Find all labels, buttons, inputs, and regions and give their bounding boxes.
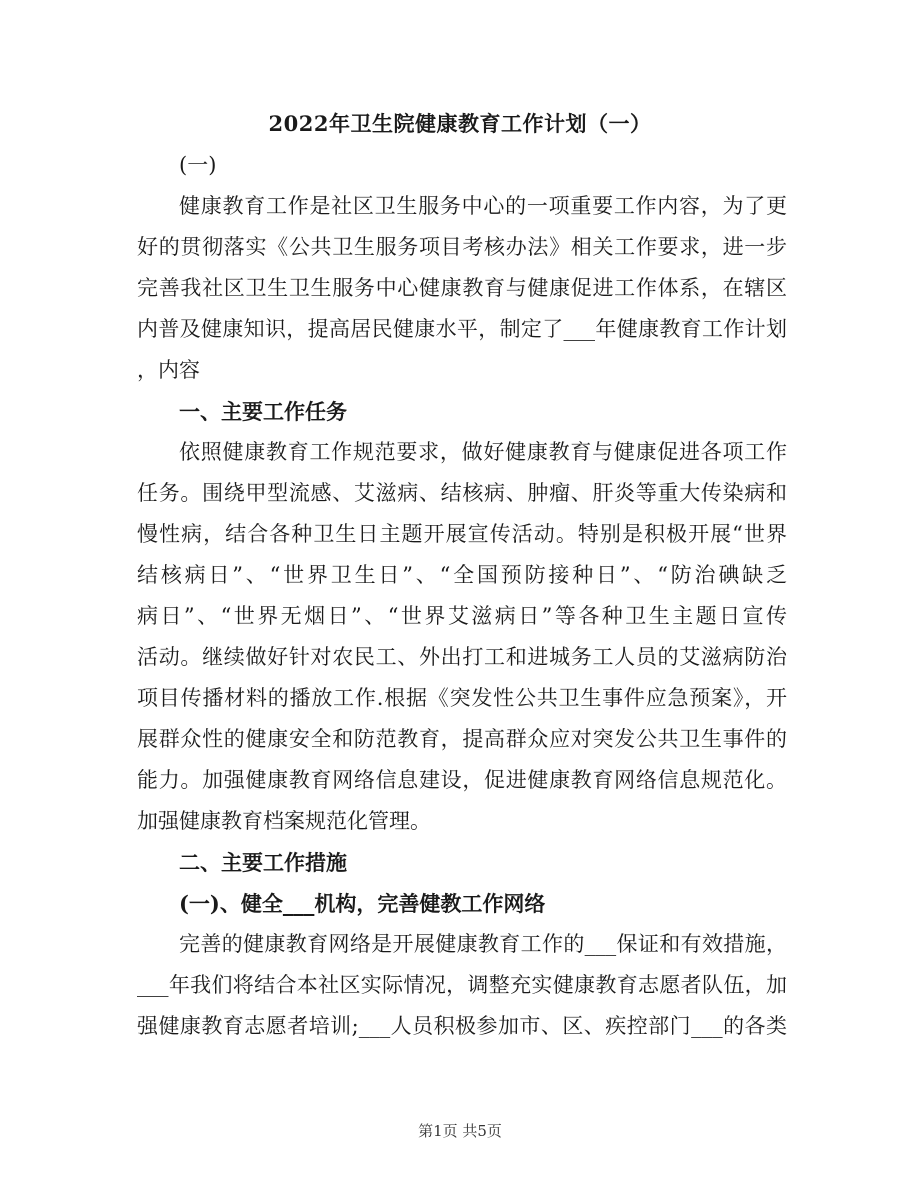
paragraph-line: ___年我们将结合本社区实际情况，调整充实健康教育志愿者队伍，加 — [137, 973, 787, 997]
paragraph-line: 健康教育工作是社区卫生服务中心的一项重要工作内容，为了更 — [179, 194, 787, 218]
paragraph-line: 加强健康教育档案规范化管理。 — [137, 809, 431, 833]
section-marker: (一) — [179, 153, 217, 177]
paragraph-line: 依照健康教育工作规范要求，做好健康教育与健康促进各项工作 — [179, 440, 787, 464]
paragraph-line: 结核病日”、“世界卫生日”、“全国预防接种日”、“防治碘缺乏 — [137, 563, 787, 587]
paragraph-line: 展群众性的健康安全和防范教育，提高群众应对突发公共卫生事件的 — [137, 727, 787, 751]
section-heading: 二、主要工作措施 — [179, 850, 347, 875]
paragraph-line: 慢性病，结合各种卫生日主题开展宣传活动。特别是积极开展“世界 — [137, 522, 787, 546]
paragraph-line: 完善我社区卫生卫生服务中心健康教育与健康促进工作体系，在辖区 — [137, 276, 787, 300]
page-footer: 第1页 共5页 — [418, 1122, 502, 1140]
paragraph-line: 活动。继续做好针对农民工、外出打工和进城务工人员的艾滋病防治 — [137, 645, 787, 669]
paragraph-line: 好的贯彻落实《公共卫生服务项目考核办法》相关工作要求，进一步 — [137, 235, 787, 259]
subsection-heading: (一)、健全___机构，完善健教工作网络 — [179, 891, 546, 916]
paragraph-line: 强健康教育志愿者培训;___人员积极参加市、区、疾控部门___的各类 — [137, 1014, 787, 1038]
paragraph-line: 能力。加强健康教育网络信息建设，促进健康教育网络信息规范化。 — [137, 768, 787, 792]
paragraph-line: 完善的健康教育网络是开展健康教育工作的___保证和有效措施， — [179, 932, 787, 956]
paragraph-line: 病日”、“世界无烟日”、“世界艾滋病日”等各种卫生主题日宣传 — [137, 604, 787, 628]
document-title: 2022年卫生院健康教育工作计划（一） — [268, 111, 652, 136]
paragraph-line: ，内容 — [137, 358, 200, 382]
document-body — [137, 145, 787, 1047]
paragraph-line: 任务。围绕甲型流感、艾滋病、结核病、肿瘤、肝炎等重大传染病和 — [137, 481, 787, 505]
paragraph-line: 项目传播材料的播放工作.根据《突发性公共卫生事件应急预案》，开 — [137, 686, 787, 710]
paragraph-line: 内普及健康知识，提高居民健康水平，制定了___年健康教育工作计划 — [137, 317, 787, 341]
section-heading: 一、主要工作任务 — [179, 399, 347, 424]
